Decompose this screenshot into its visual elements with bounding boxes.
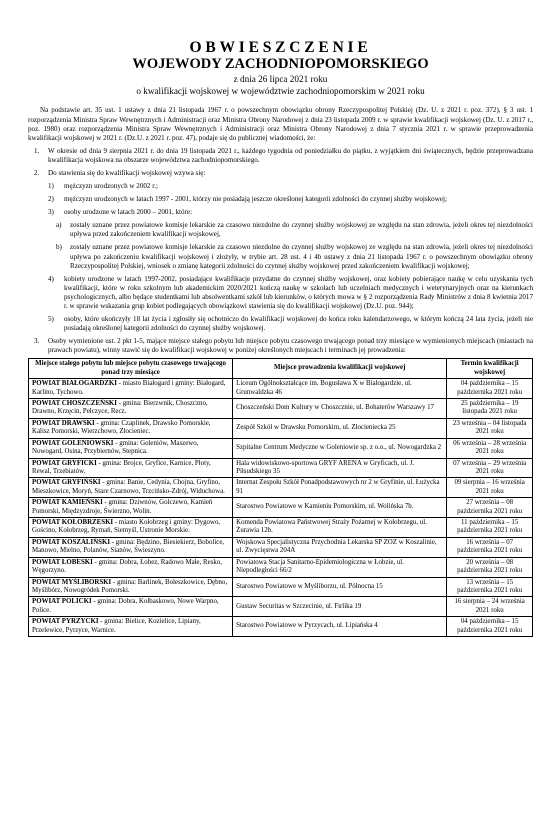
powiat-name: POWIAT KOSZALIŃSKI (32, 538, 111, 546)
table-row (29, 438, 533, 458)
item-number: 1. (34, 146, 40, 155)
item-number: 2. (34, 168, 40, 177)
term-cell: 11 października – 15 października 2021 roku (447, 518, 533, 538)
list-item (28, 315, 533, 333)
item-number: a) (56, 221, 62, 230)
residence-cell (29, 379, 233, 399)
location-cell: Choszczeński Dom Kultury w Choszcznie, ul. Bohaterów Warszawy 17 (233, 398, 447, 418)
location-cell: Starostwo Powiatowe w Pyrzycach, ul. Lipiańska 4 (233, 617, 447, 637)
residence-cell (29, 577, 233, 597)
table-row (29, 478, 533, 498)
term-cell: 27 września – 08 października 2021 roku (447, 498, 533, 518)
doc-title: OBWIESZCZENIE (189, 39, 372, 56)
gminy-list: - gmina: Dobra, Łobez, Radowo Małe, Resko, Węgorzyno. (32, 558, 222, 575)
table-row (29, 398, 533, 418)
powiat-name: POWIAT GRYFICKI (32, 459, 97, 467)
term-cell: 04 października – 15 października 2021 roku (447, 617, 533, 637)
item-number: 3) (48, 208, 54, 217)
table-row (29, 458, 533, 478)
item-number: 4) (48, 274, 54, 283)
term-cell: 23 września – 04 listopada 2021 roku (447, 418, 533, 438)
powiat-name: POWIAT GOLENIOWSKI (32, 439, 114, 447)
powiat-name: POWIAT ŁOBESKI (32, 558, 93, 566)
header-term: Termin kwalifikacji wojskowej (447, 359, 533, 379)
residence-cell (29, 418, 233, 438)
residence-cell (29, 597, 233, 617)
powiat-name: POWIAT PYRZYCKI (32, 618, 99, 626)
residence-cell (29, 537, 233, 557)
sub-items-continued (28, 275, 533, 333)
powiat-name: POWIAT GRYFIŃSKI (32, 479, 101, 487)
residence-cell (29, 498, 233, 518)
term-cell: 04 października – 15 października 2021 roku (447, 379, 533, 399)
item-text: Osoby wymienione ust. 2 pkt 1-5, mające miejsce stałego pobytu lub miejsce pobytu czasowego trwającego ponad trzy miesiące w wymienionych miejscach (miastach na prawach powiatu), winny stawić się do kwalifikacji wojskowej w poniżej określonych miejscach i terminach jej prowadzenia: (48, 337, 533, 355)
gminy-list: - gmina: Bielice, Kozielice, Lipiany, Przelewice, Pyrzyce, Warnice. (32, 618, 201, 634)
intro-paragraph: Na podstawie art. 35 ust. 1 ustawy z dnia 21 listopada 1967 r. o powszechnym obowiązku obrony Rzeczypospolitej Polskiej (Dz. U. z 2021 r. poz. 372), § 3 ust. 1 rozporządzenia Ministra Spraw Wewnętrznych i Administracji oraz Ministra Obrony Narodowej z dnia 23 listopada 2009 r. w sprawie kwalifikacji wojskowej (Dz. U. z 2017 r., poz. 1980) oraz rozporządzenia Ministra Spraw Wewnętrznych i Administracji oraz Ministra Obrony Narodowej z dnia 7 stycznia 2021 r. w sprawie przeprowadzenia kwalifikacji wojskowej w 2021 r. (Dz.U. z 2021 r. poz. 47), podaje się do publicznej wiadomości, że: (28, 106, 533, 142)
list-item (28, 221, 533, 239)
header-location: Miejsce prowadzenia kwalifikacji wojskowej (233, 359, 447, 379)
gminy-list: - gmina: Goleniów, Maszewo, Nowogard, Osina, Przybiernów, Stepnica. (32, 439, 199, 456)
powiat-name: POWIAT POLICKI (32, 598, 92, 606)
item-text: osoby urodzone w latach 2000 – 2001, które: (64, 208, 193, 217)
location-cell: Liceum Ogólnokształcące im. Bogusława X w Białogardzie, ul. Grunwaldzka 46 (233, 379, 447, 399)
location-cell: Internat Zespołu Szkół Ponadpodstawowych nr 2 w Gryfinie, ul. Łużycka 91 (233, 478, 447, 498)
location-cell: Hala widowiskowo-sportowa GRYF ARENA w Gryficach, ul. J. Piłsudskiego 35 (233, 458, 447, 478)
location-cell: Szpitalne Centrum Medyczne w Goleniowie sp. z o.o., ul. Nowogardzka 2 (233, 438, 447, 458)
location-cell: Gustaw Securitas w Szczecinie, ul. Firlika 19 (233, 597, 447, 617)
gminy-list: - gmina: Bierzwnik, Choszczno, Drawno, Krzęcin, Pełczyce, Recz. (32, 399, 208, 416)
doc-authority: WOJEWODY ZACHODNIOPOMORSKIEGO (132, 56, 429, 73)
table-row (29, 617, 533, 637)
residence-cell (29, 518, 233, 538)
item-number: 5) (48, 314, 54, 323)
item-text: osoby, które ukończyły 18 lat życia i zgłosiły się ochotniczo do kwalifikacji wojskowej do końca roku kalendarzowego, w którym kończą 24 lata życia, jeżeli nie posiadają określonej kategorii zdolności do czynnej służby wojskowej. (64, 314, 533, 333)
gminy-list: - gmina: Barlinek, Boleszkowice, Dębno, Myślibórz, Nowogródek Pomorski. (32, 578, 228, 594)
location-cell: Zespół Szkół w Drawsku Pomorskim, ul. Złocieniecka 25 (233, 418, 447, 438)
gminy-list: - gmina: Czaplinek, Drawsko Pomorskie, Kalisz Pomorski, Wierzchowo, Złocieniec. (32, 419, 211, 436)
gminy-list: - gmina: Banie, Cedynia, Chojna, Gryfino, Mieszkowice, Moryń, Stare Czarnowo, Trzcińsko-Zdrój, Widuchowa. (32, 479, 225, 495)
residence-cell (29, 617, 233, 637)
qualification-table (28, 358, 533, 637)
gminy-list: - gmina: Brojce, Gryfice, Karnice, Płoty, Rewal, Trzebiatów. (32, 459, 211, 475)
term-cell: 13 września – 15 października 2021 roku (447, 577, 533, 597)
powiat-name: POWIAT CHOSZCZEŃSKI (32, 399, 117, 407)
gminy-list: - miasto Kołobrzeg i gminy: Dygowo, Gościno, Kołobrzeg, Rymań, Siemyśl, Ustronie Morskie. (32, 519, 221, 535)
sub-items (28, 182, 533, 217)
residence-cell (29, 478, 233, 498)
list-item (28, 195, 533, 204)
powiat-name: POWIAT DRAWSKI (32, 419, 95, 427)
table-header-row (29, 359, 533, 379)
term-cell: 20 września – 08 października 2021 roku (447, 557, 533, 577)
location-cell: Wojskowa Specjalistyczna Przychodnia Lekarska SP ZOZ w Koszalinie, ul. Zwycięstwa 204A (233, 537, 447, 557)
table-row (29, 379, 533, 399)
item-text: kobiety urodzone w latach 1997-2002, posiadające kwalifikacje przydatne do czynnej służby wojskowej, oraz kobiety pobierające naukę w celu uzyskania tych kwalifikacji, które w roku szkolnym lub akademickim 2020/2021 kończą naukę w szkołach lub uczelniach medycznych i weterynaryjnych oraz na kierunkach psychologicznych, albo będące studentkami lub absolwentkami szkół lub kierunków, o których mowa w § 2 rozporządzenia Rady Ministrów z dnia 8 kwietnia 2017 r. w sprawie wskazania grup kobiet podlegających obowiązkowi stawienia się do kwalifikacji wojskowej (Dz.U. poz. 944); (64, 274, 533, 310)
letter-items (28, 221, 533, 270)
gminy-list: - gmina: Dziwnów, Golczewo, Kamień Pomorski, Międzyzdroje, Świerzno, Wolin. (32, 499, 213, 515)
residence-cell (29, 458, 233, 478)
gminy-list: - gmina: Dobra, Kołbaskowo, Nowe Warpno, Police. (32, 598, 219, 614)
item-text: zostały uznane przez powiatowe komisje lekarskie za czasowo niezdolne do czynnej służby wojskowej ze względu na stan zdrowia, jeżeli okres tej niezdolności upływa po zakończeniu kwalifikacji wojskowej i złożyły, w trybie art. 28 ust. 4 i 4b ustawy z dnia 21 listopada 1967 r. o powszechnym obowiązku obrony Rzeczypospolitej Polskiej, wniosek o zmianę kategorii zdolności do czynnej służby wojskowej przed zakończeniem kwalifikacji wojskowej; (70, 243, 533, 270)
location-cell: Powiatowa Stacja Sanitarno-Epidemiologiczna w Łobzie, ul. Niepodległości 66/2 (233, 557, 447, 577)
main-items (28, 147, 533, 178)
table-row (29, 577, 533, 597)
table-row (29, 557, 533, 577)
location-cell: Starostwo Powiatowe w Myśliborzu, ul. Północna 15 (233, 577, 447, 597)
table-row (29, 518, 533, 538)
term-cell: 09 sierpnia – 16 września 2021 roku (447, 478, 533, 498)
gminy-list: - miasto Białogard i gminy: Białogard, Karlino, Tychowo. (32, 380, 226, 396)
term-cell: 07 września – 29 września 2021 roku (447, 458, 533, 478)
header-residence: Miejsce stałego pobytu lub miejsce pobytu czasowego trwającego ponad trzy miesiące (29, 359, 233, 379)
term-cell: 25 października – 19 listopada 2021 roku (447, 398, 533, 418)
item-number: 1) (48, 182, 54, 191)
list-item (28, 243, 533, 270)
residence-cell (29, 398, 233, 418)
term-cell: 16 sierpnia – 24 września 2021 roku (447, 597, 533, 617)
table-row (29, 418, 533, 438)
item-text: Do stawienia się do kwalifikacji wojskowej wzywa się: (48, 168, 206, 177)
powiat-name: POWIAT KAMIEŃSKI (32, 499, 103, 507)
list-item (28, 182, 533, 191)
table-row (29, 597, 533, 617)
item-text: mężczyzn urodzonych w 2002 r.; (64, 182, 158, 191)
item-text: mężczyzn urodzonych w latach 1997 - 2001, którzy nie posiadają jeszcze określonej kategorii zdolności do czynnej służby wojskowej; (64, 195, 447, 204)
item-3 (28, 337, 533, 355)
list-item (28, 169, 533, 178)
gminy-list: - gmina: Będzino, Biesiekierz, Bobolice, Manowo, Mielno, Polanów, Sianów, Świeszyno. (32, 538, 225, 555)
residence-cell (29, 438, 233, 458)
powiat-name: POWIAT BIAŁOGARDZKI (32, 380, 117, 388)
doc-subject: o kwalifikacji wojskowej w województwie zachodniopomorskim w 2021 roku (136, 85, 425, 96)
item-number: 2) (48, 195, 54, 204)
residence-cell (29, 557, 233, 577)
item-text: zostały uznane przez powiatowe komisje lekarskie za czasowo niezdolne do czynnej służby wojskowej ze względu na stan zdrowia, jeżeli okres tej niezdolności upływa przed zakończeniem kwalifikacji wojskowej, (70, 221, 533, 239)
list-item (28, 147, 533, 165)
powiat-name: POWIAT KOŁOBRZESKI (32, 519, 114, 527)
item-number: 3. (34, 337, 40, 346)
powiat-name: POWIAT MYŚLIBORSKI (32, 578, 112, 586)
term-cell: 06 września – 28 września 2021 roku (447, 438, 533, 458)
doc-date: z dnia 26 lipca 2021 roku (233, 74, 328, 85)
table-row (29, 498, 533, 518)
term-cell: 16 września – 07 października 2021 roku (447, 537, 533, 557)
location-cell: Starostwo Powiatowe w Kamieniu Pomorskim, ul. Wolińska 7b. (233, 498, 447, 518)
item-text: W okresie od dnia 9 sierpnia 2021 r. do dnia 19 listopada 2021 r., każdego tygodnia od poniedziałku do piątku, z wyjątkiem dni świątecznych, będzie przeprowadzana kwalifikacja wojskowa na obszarze województwa zachodniopomorskiego. (48, 146, 533, 164)
table-row (29, 537, 533, 557)
item-number: b) (56, 243, 62, 252)
list-item (28, 208, 533, 217)
location-cell: Komenda Powiatowa Państwowej Straży Pożarnej w Kołobrzegu, ul. Żurawia 12b. (233, 518, 447, 538)
list-item (28, 275, 533, 311)
